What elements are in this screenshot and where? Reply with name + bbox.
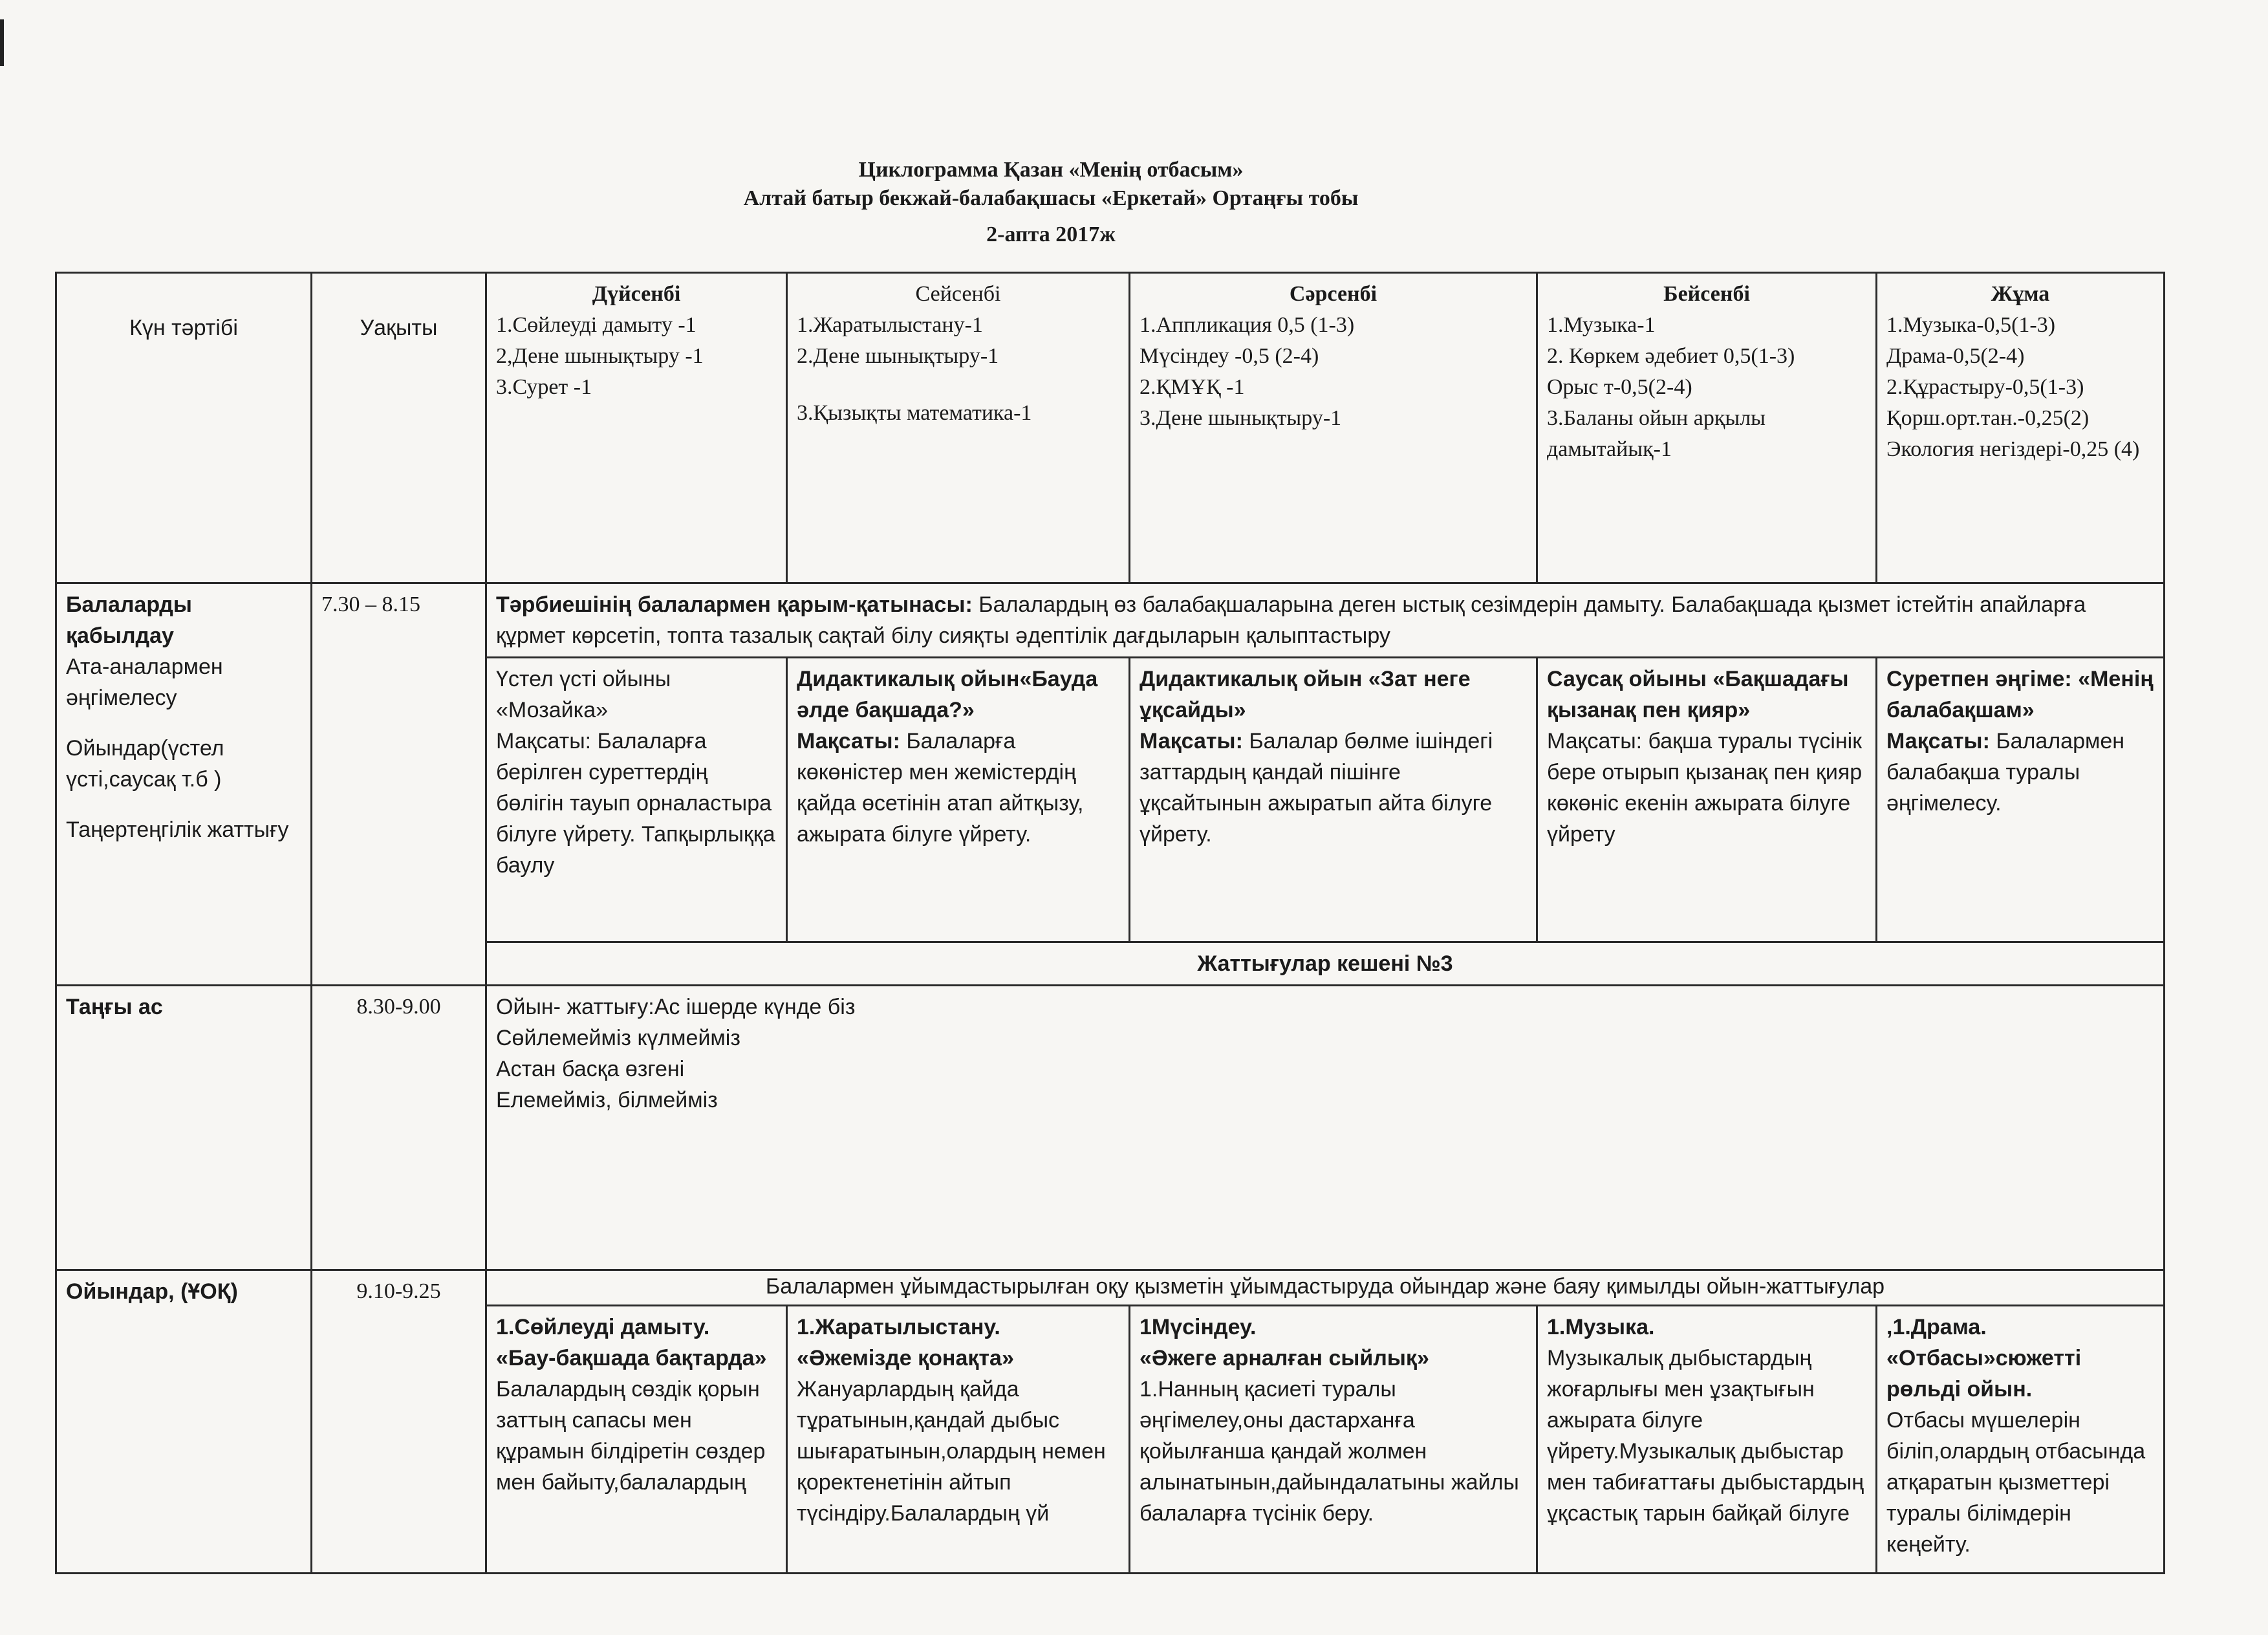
col-thursday: Бейсенбі 1.Музыка-1 2. Көркем әдебиет 0,5(1-3) Орыс т-0,5(2-4) 3.Баланы ойын арқылы дамытайық-1 — [1537, 273, 1877, 583]
oq-monday: 1.Сөйлеуді дамыту. «Бау-бақшада бақтарда» Балалардың сөздік қорын заттың сапасы мен құрамын білдіретін сөздер мен байыту,балалардың — [486, 1306, 787, 1574]
schedule-table — [55, 272, 2165, 1574]
breakfast-routine: Таңғы ас — [56, 986, 312, 1270]
oq-time: 9.10-9.25 — [312, 1270, 486, 1574]
col-monday: Дүйсенбі 1.Сөйлеуді дамыту -1 2,Дене шынықтыру -1 3.Сурет -1 — [486, 273, 787, 583]
breakfast-time: 8.30-9.00 — [312, 986, 486, 1270]
oq-header-row — [56, 1270, 2165, 1306]
oq-tuesday: 1.Жаратылыстану. «Әжемізде қонақта» Жануарлардың қайда тұратынын,қандай дыбыс шығаратынын,олардың немен қоректенетінін айтып түсіндіру.Балалардың үй — [787, 1306, 1130, 1574]
game-monday: Үстел үсті ойыны «Мозайка» Мақсаты: Балаларға берілген суреттердің бөлігін тауып орналастыра білуге үйрету. Тапқырлыққа баулу — [486, 658, 787, 942]
col-time-header: Уақыты — [312, 273, 486, 583]
doc-week: 2-апта 2017ж — [986, 222, 1116, 246]
day-name: Жұма — [1991, 282, 2050, 306]
game-tuesday: Дидактикалық ойын«Бауда әлде бақшада?» Мақсаты: Балаларға көкөністер мен жемістердің қайда өсетінін атап айтқызу, ажырата білуге үйрету. — [787, 658, 1130, 942]
col-wednesday: Сәрсенбі 1.Аппликация 0,5 (1-3) Мүсіндеу -0,5 (2-4) 2.ҚМҰҚ -1 3.Дене шынықтыру-1 — [1130, 273, 1537, 583]
oq-wednesday: 1Мүсіндеу. «Әжеге арналған сыйлық» 1.Нанның қасиеті туралы әңгімелеу,оны дастарханға қойылғанша қандай жолмен алынатынын,дайындалатыны жайлы балаларға түсінік беру. — [1130, 1306, 1537, 1574]
day-name: Дүйсенбі — [592, 282, 681, 306]
game-wednesday: Дидактикалық ойын «Зат неге ұқсайды» Мақсаты: Балалар бөлме ішіндегі заттардың қандай пішінге ұқсайтынын ажыратып айта білуге үйрету. — [1130, 658, 1537, 942]
reception-title: Балаларды қабылдау — [66, 592, 192, 648]
col-routine-header: Күн тәртібі — [56, 273, 312, 583]
reception-routine-cell: Балаларды қабылдау Ата-аналармен әңгімелесу Ойындар(үстел үсті,саусақ т.б ) Таңертеңгілік жаттығу — [56, 583, 312, 986]
day-name: Сейсенбі — [915, 282, 1001, 306]
breakfast-row — [56, 986, 2165, 1270]
game-friday: Суретпен әңгіме: «Менің балабақшам» Мақсаты: Балалармен балабақша туралы әңгімелесу. — [1877, 658, 2165, 942]
oq-thursday: 1.Музыка. Музыкалық дыбыстардың жоғарлығы мен ұзақтығын ажырата білуге үйрету.Музыкалық дыбыстар мен табиғаттағы дыбыстардың ұқсастық тарын байқай білуге — [1537, 1306, 1877, 1574]
oq-routine: Ойындар, (ҰОҚ) — [56, 1270, 312, 1574]
game-thursday: Саусақ ойыны «Бақшадағы қызанақ пен қияр» Мақсаты: бақша туралы түсінік бере отырып қызанақ пен қияр көкөніс екенін ажырата білуге үйрету — [1537, 658, 1877, 942]
oq-friday: ,1.Драма. «Отбасы»сюжетті рөльді ойын. Отбасы мүшелерін біліп,олардың отбасында атқаратын қызметтері туралы білімдерін кеңейту. — [1877, 1306, 2165, 1574]
exercise-complex: Жаттығулар кешені №3 — [486, 942, 2165, 986]
reception-comm-row — [56, 583, 2165, 658]
col-tuesday: Сейсенбі 1.Жаратылыстану-1 2.Дене шынықтыру-1 3.Қызықты математика-1 — [787, 273, 1130, 583]
oq-header: Балалармен ұйымдастырылған оқу қызметін ұйымдастыруда ойындар және баяу қимылды ойын-жаттығулар — [486, 1270, 2165, 1306]
day-name: Сәрсенбі — [1289, 282, 1377, 306]
day-name: Бейсенбі — [1663, 282, 1750, 306]
teacher-communication: Тәрбиешінің балалармен қарым-қатынасы: Балалардың өз балабақшаларына деген ыстық сезімдерін дамыту. Балабақшада қызмет істейтін апайларға құрмет көрсетіп, топта тазалық сақтай білу сияқты әдептілік дағдыларын қалыптастыру — [486, 583, 2165, 658]
doc-title: Циклограмма Қазан «Менің отбасым» — [858, 158, 1244, 182]
breakfast-text: Ойын- жаттығу:Ас ішерде күнде біз Сөйлемейміз күлмейміз Астан басқа өзгені Елемейміз, білмейміз — [486, 986, 2165, 1270]
scan-edge-mark — [0, 19, 4, 66]
header-row — [56, 273, 2165, 583]
doc-subtitle: Алтай батыр бекжай-балабақшасы «Еркетай» Ортаңғы тобы — [743, 186, 1359, 210]
reception-time: 7.30 – 8.15 — [312, 583, 486, 986]
col-friday: Жұма 1.Музыка-0,5(1-3) Драма-0,5(2-4) 2.Құрастыру-0,5(1-3) Қорш.орт.тан.-0,25(2) Экология негіздері-0,25 (4) — [1877, 273, 2165, 583]
